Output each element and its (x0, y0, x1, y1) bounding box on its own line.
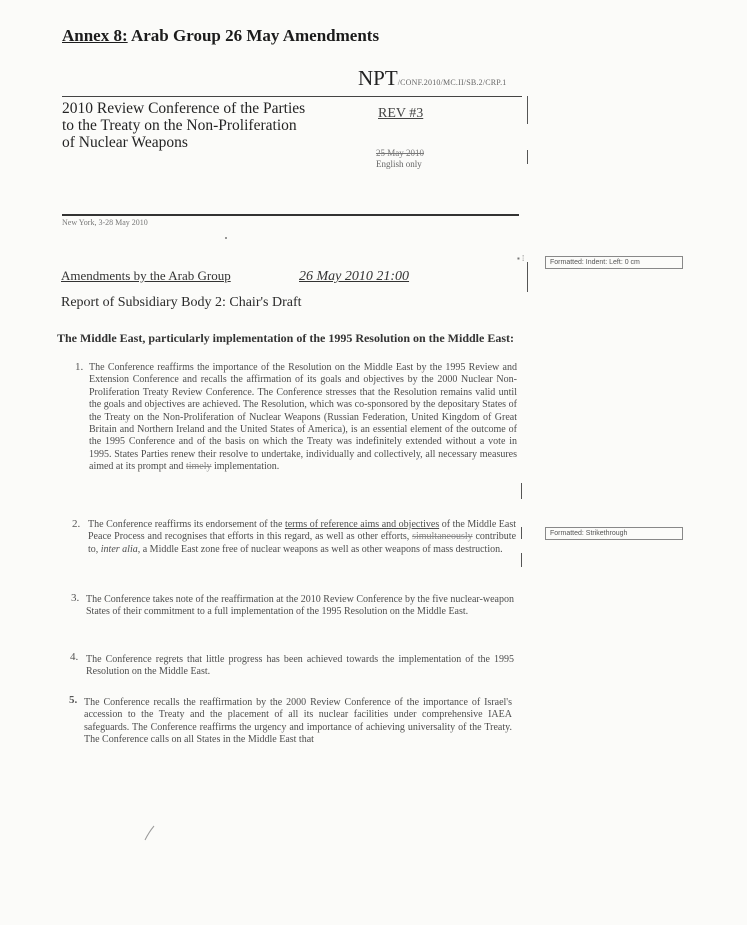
change-bar (521, 527, 522, 539)
struck-text: simultaneously (412, 531, 473, 543)
paragraph-2-text: of the Middle East Peace Process and recognises that efforts in this regard, as well as other efforts, (88, 519, 517, 543)
comment-balloon[interactable]: Formatted: Strikethrough (545, 527, 683, 540)
paragraph-number: 5. (69, 694, 78, 706)
paragraph-3: The Conference takes note of the reaffirmation at the 2010 Review Conference by the five nuclear-weapon States of their commitment to a full implementation of the 1995 Resolution on the Middle East. (86, 594, 514, 618)
language-note: English only (376, 159, 422, 169)
place-date: New York, 3-28 May 2010 (62, 218, 148, 227)
section-heading: The Middle East, particularly implementation of the 1995 Resolution on the Middle East: (57, 331, 514, 345)
comment-balloon[interactable]: Formatted: Indent: Left: 0 cm (545, 256, 683, 269)
header-rule-top (62, 96, 522, 97)
change-bar (527, 150, 528, 164)
comment-anchor: ▪ ⁞ (517, 254, 525, 263)
paragraph-number: 1. (75, 361, 84, 373)
speck (225, 237, 227, 239)
paragraph-2-text: , a Middle East zone free of nuclear weapons as well as other weapons of mass destruction. (137, 543, 503, 555)
header-rule-bottom (62, 214, 519, 216)
paragraph-2 (88, 519, 516, 556)
change-bar (527, 96, 528, 124)
annex-title (62, 26, 379, 46)
change-bar (521, 553, 522, 567)
annex-label: Annex 8: (62, 26, 128, 45)
conference-title-line: 2010 Review Conference of the Parties (62, 100, 306, 117)
document-symbol (358, 66, 506, 91)
annex-rest: Arab Group 26 May Amendments (127, 26, 380, 45)
underlined-text: terms of reference aims and objectives (284, 519, 440, 530)
date-block (376, 148, 424, 170)
report-title: Report of Subsidiary Body 2: Chair's Draft (61, 295, 302, 310)
struck-text: timely (185, 461, 212, 473)
paragraph-2-text: contribute to, (88, 531, 517, 555)
change-bar (521, 483, 522, 499)
amendments-label-text: Amendments by the Arab Group (61, 268, 231, 283)
paragraph-2-text: The Conference reaffirms its endorsement of the (88, 519, 285, 530)
change-bar (527, 262, 528, 292)
document-date: 25 May 2010 (376, 148, 424, 158)
conference-title-line: to the Treaty on the Non-Proliferation (62, 117, 297, 134)
paragraph-1 (89, 362, 517, 474)
revision-label: REV #3 (378, 106, 424, 121)
conference-title (62, 100, 305, 151)
paragraph-number: 2. (72, 518, 81, 530)
npt-label: NPT (358, 66, 398, 90)
paragraph-number: 4. (70, 651, 79, 663)
italic-text: inter alia (100, 543, 138, 555)
document-code: /CONF.2010/MC.II/SB.2/CRP.1 (397, 78, 507, 87)
paragraph-5: The Conference recalls the reaffirmation by the 2000 Review Conference of the importance of Israel's accession to the Treaty and the placement of all its nuclear facilities under comprehensive IAEA safeguards. The Conference reaffirms the urgency and importance of achieving universality of the Treaty. The Conference calls on all States in the Middle East that (84, 697, 512, 746)
paragraph-4: The Conference regrets that little progress has been achieved towards the implementation of the 1995 Resolution on the Middle East. (86, 654, 514, 678)
conference-title-line: of Nuclear Weapons (62, 134, 188, 151)
paragraph-number: 3. (71, 592, 80, 604)
handwritten-timestamp: 26 May 2010 21:00 (299, 269, 410, 284)
amendments-label (61, 268, 231, 284)
pen-mark (142, 824, 158, 842)
paragraph-1-text: The Conference reaffirms the importance of the Resolution on the Middle East by the 1995 Review and Extension Conference and recalls the affirmation of its goals and objectives by the 2000 Nuclear Non-Proliferation Treaty Review Conference. The Conference stresses that the Resolution remains valid until the goals and objectives are achieved. The Resolution, which was co-sponsored by the depositary States of the Treaty on the Non-Proliferation of Nuclear Weapons (Russian Federation, United Kingdom of Great Britain and Northern Ireland and the United States of America), is an essential element of the outcome of the 1995 Conference and of the basis on which the Treaty was indefinitely extended without a vote in 1995. States Parties renew their resolve to undertake, individually and collectively, all necessary measures aimed at its prompt and (89, 362, 517, 473)
paragraph-1-tail: implementation. (211, 461, 280, 473)
